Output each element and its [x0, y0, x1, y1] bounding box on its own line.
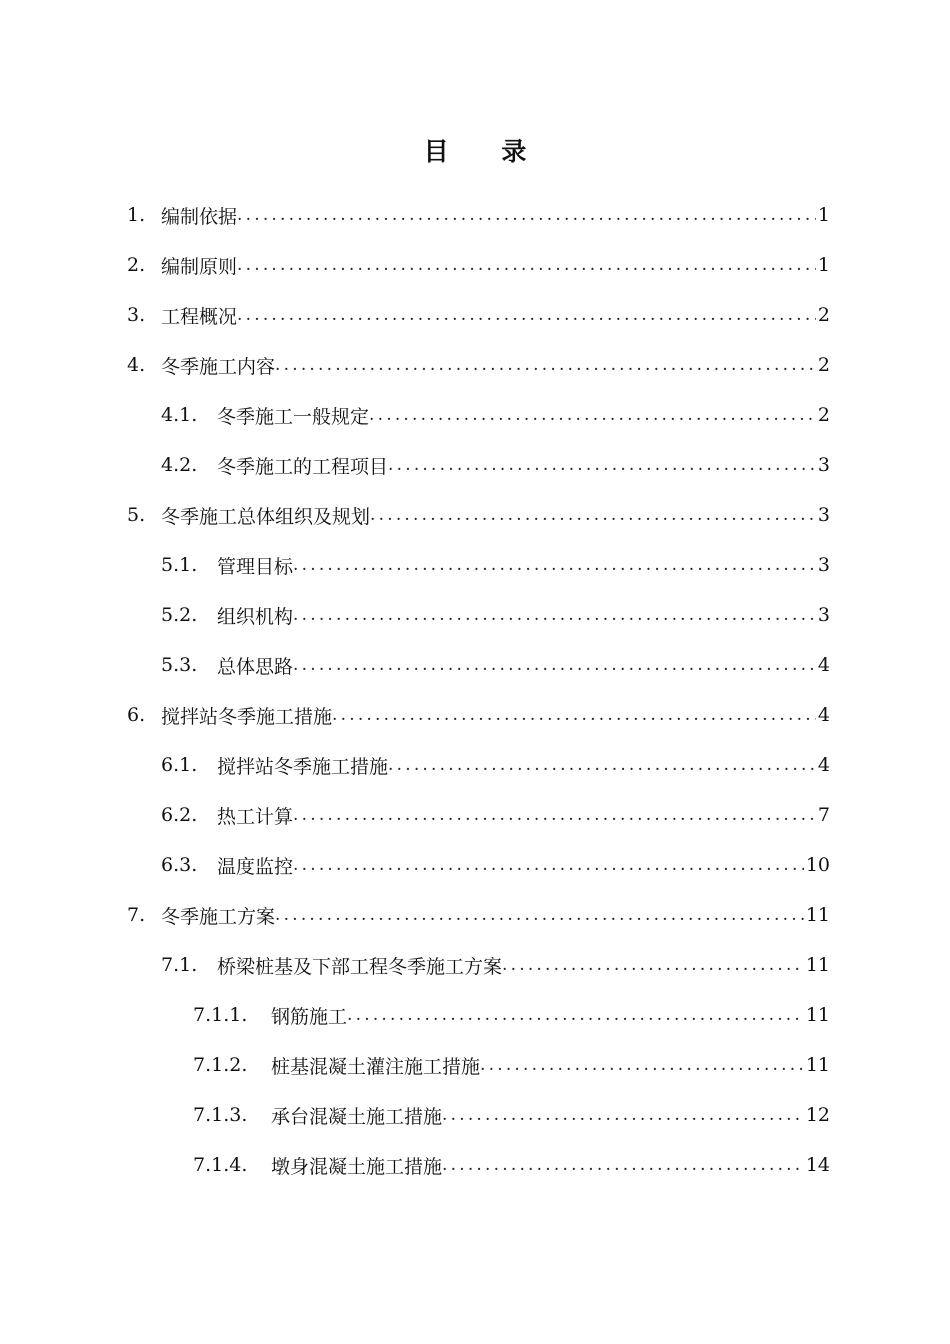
toc-dot-leader — [502, 955, 804, 975]
toc-entry-label: 搅拌站冬季施工措施 — [161, 705, 333, 728]
toc-entry-label: 冬季施工的工程项目 — [217, 455, 389, 478]
toc-entry[interactable] — [0, 340, 950, 390]
toc-entry[interactable] — [0, 490, 950, 540]
toc-dot-leader — [293, 605, 816, 625]
toc-entry-number: 4.2. — [161, 454, 198, 476]
toc-entry-page: 3 — [817, 554, 830, 576]
toc-entry-number: 5.2. — [161, 604, 198, 626]
toc-entry-page: 11 — [805, 904, 830, 926]
toc-entry-page: 3 — [817, 604, 830, 626]
toc-entry[interactable] — [0, 440, 950, 490]
toc-entry-page: 3 — [817, 454, 830, 476]
toc-entry-page: 12 — [805, 1104, 830, 1126]
toc-entry-label: 冬季施工方案 — [161, 905, 276, 928]
toc-entry[interactable] — [0, 590, 950, 640]
toc-entry-page: 1 — [817, 204, 830, 226]
toc-entry-number: 7.1.2. — [193, 1054, 248, 1076]
toc-entry[interactable] — [0, 290, 950, 340]
toc-entry-label: 总体思路 — [217, 655, 294, 678]
toc-entry-page: 11 — [805, 954, 830, 976]
toc-entry-label: 搅拌站冬季施工措施 — [217, 755, 389, 778]
toc-entry-label: 钢筋施工 — [271, 1005, 348, 1028]
toc-entry-number: 7. — [127, 904, 146, 926]
toc-entry-number: 3. — [127, 304, 146, 326]
toc-entry-label: 组织机构 — [217, 605, 294, 628]
toc-entry[interactable] — [0, 890, 950, 940]
toc-dot-leader — [293, 855, 804, 875]
toc-dot-leader — [442, 1105, 804, 1125]
toc-entry-label: 管理目标 — [217, 555, 294, 578]
toc-entry[interactable] — [0, 790, 950, 840]
toc-entry[interactable] — [0, 1140, 950, 1190]
toc-dot-leader — [275, 355, 816, 375]
toc-entry-number: 7.1. — [161, 954, 198, 976]
toc-entry[interactable] — [0, 990, 950, 1040]
toc-dot-leader — [293, 655, 816, 675]
toc-entry[interactable] — [0, 390, 950, 440]
toc-dot-leader — [332, 705, 816, 725]
toc-dot-leader — [369, 405, 816, 425]
toc-dot-leader — [237, 255, 816, 275]
toc-dot-leader — [237, 205, 816, 225]
toc-entry-number: 6.3. — [161, 854, 198, 876]
toc-entry-page: 3 — [817, 504, 830, 526]
toc-entry-number: 5.3. — [161, 654, 198, 676]
toc-dot-leader — [388, 755, 816, 775]
toc-entry-label: 热工计算 — [217, 805, 294, 828]
toc-entry-label: 承台混凝土施工措施 — [271, 1105, 443, 1128]
toc-entry-label: 温度监控 — [217, 855, 294, 878]
toc-entry-label: 冬季施工一般规定 — [217, 405, 370, 428]
toc-entry[interactable] — [0, 540, 950, 590]
toc-entry[interactable] — [0, 1040, 950, 1090]
toc-entry-label: 工程概况 — [161, 305, 238, 328]
toc-entry-page: 4 — [817, 754, 830, 776]
toc-dot-leader — [347, 1005, 804, 1025]
toc-dot-leader — [237, 305, 816, 325]
toc-entry-page: 11 — [805, 1004, 830, 1026]
toc-entry-page: 11 — [805, 1054, 830, 1076]
toc-entry-number: 6.2. — [161, 804, 198, 826]
toc-entry-page: 4 — [817, 704, 830, 726]
toc-dot-leader — [293, 805, 816, 825]
toc-entry-label: 冬季施工总体组织及规划 — [161, 505, 371, 528]
toc-dot-leader — [370, 505, 816, 525]
toc-entry-page: 2 — [817, 354, 830, 376]
toc-entry-number: 6. — [127, 704, 146, 726]
toc-entry-label: 编制依据 — [161, 205, 238, 228]
toc-entry-label: 桩基混凝土灌注施工措施 — [271, 1055, 481, 1078]
toc-title: 目 录 — [423, 137, 549, 166]
toc-entry-label: 墩身混凝土施工措施 — [271, 1155, 443, 1178]
toc-entry[interactable] — [0, 740, 950, 790]
toc-list — [0, 190, 950, 1190]
toc-dot-leader — [388, 455, 816, 475]
toc-entry-number: 1. — [127, 204, 146, 226]
toc-entry-label: 编制原则 — [161, 255, 238, 278]
toc-entry-label: 冬季施工内容 — [161, 355, 276, 378]
toc-entry-number: 7.1.3. — [193, 1104, 248, 1126]
toc-entry-page: 1 — [817, 254, 830, 276]
toc-entry-number: 7.1.4. — [193, 1154, 248, 1176]
toc-dot-leader — [293, 555, 816, 575]
toc-entry-page: 4 — [817, 654, 830, 676]
toc-dot-leader — [275, 905, 804, 925]
toc-entry[interactable] — [0, 240, 950, 290]
toc-entry-page: 2 — [817, 304, 830, 326]
toc-entry[interactable] — [0, 1090, 950, 1140]
toc-entry[interactable] — [0, 190, 950, 240]
toc-dot-leader — [442, 1155, 804, 1175]
toc-entry-number: 6.1. — [161, 754, 198, 776]
toc-entry[interactable] — [0, 640, 950, 690]
toc-entry-page: 10 — [805, 854, 830, 876]
toc-entry[interactable] — [0, 690, 950, 740]
toc-entry-label: 桥梁桩基及下部工程冬季施工方案 — [217, 955, 503, 978]
toc-entry[interactable] — [0, 940, 950, 990]
toc-entry-page: 14 — [805, 1154, 830, 1176]
toc-entry-number: 5. — [127, 504, 146, 526]
toc-entry[interactable] — [0, 840, 950, 890]
toc-dot-leader — [480, 1055, 804, 1075]
toc-entry-number: 5.1. — [161, 554, 198, 576]
toc-entry-number: 4.1. — [161, 404, 198, 426]
toc-entry-number: 2. — [127, 254, 146, 276]
toc-entry-number: 4. — [127, 354, 146, 376]
toc-entry-number: 7.1.1. — [193, 1004, 248, 1026]
toc-entry-page: 2 — [817, 404, 830, 426]
toc-entry-page: 7 — [817, 804, 830, 826]
